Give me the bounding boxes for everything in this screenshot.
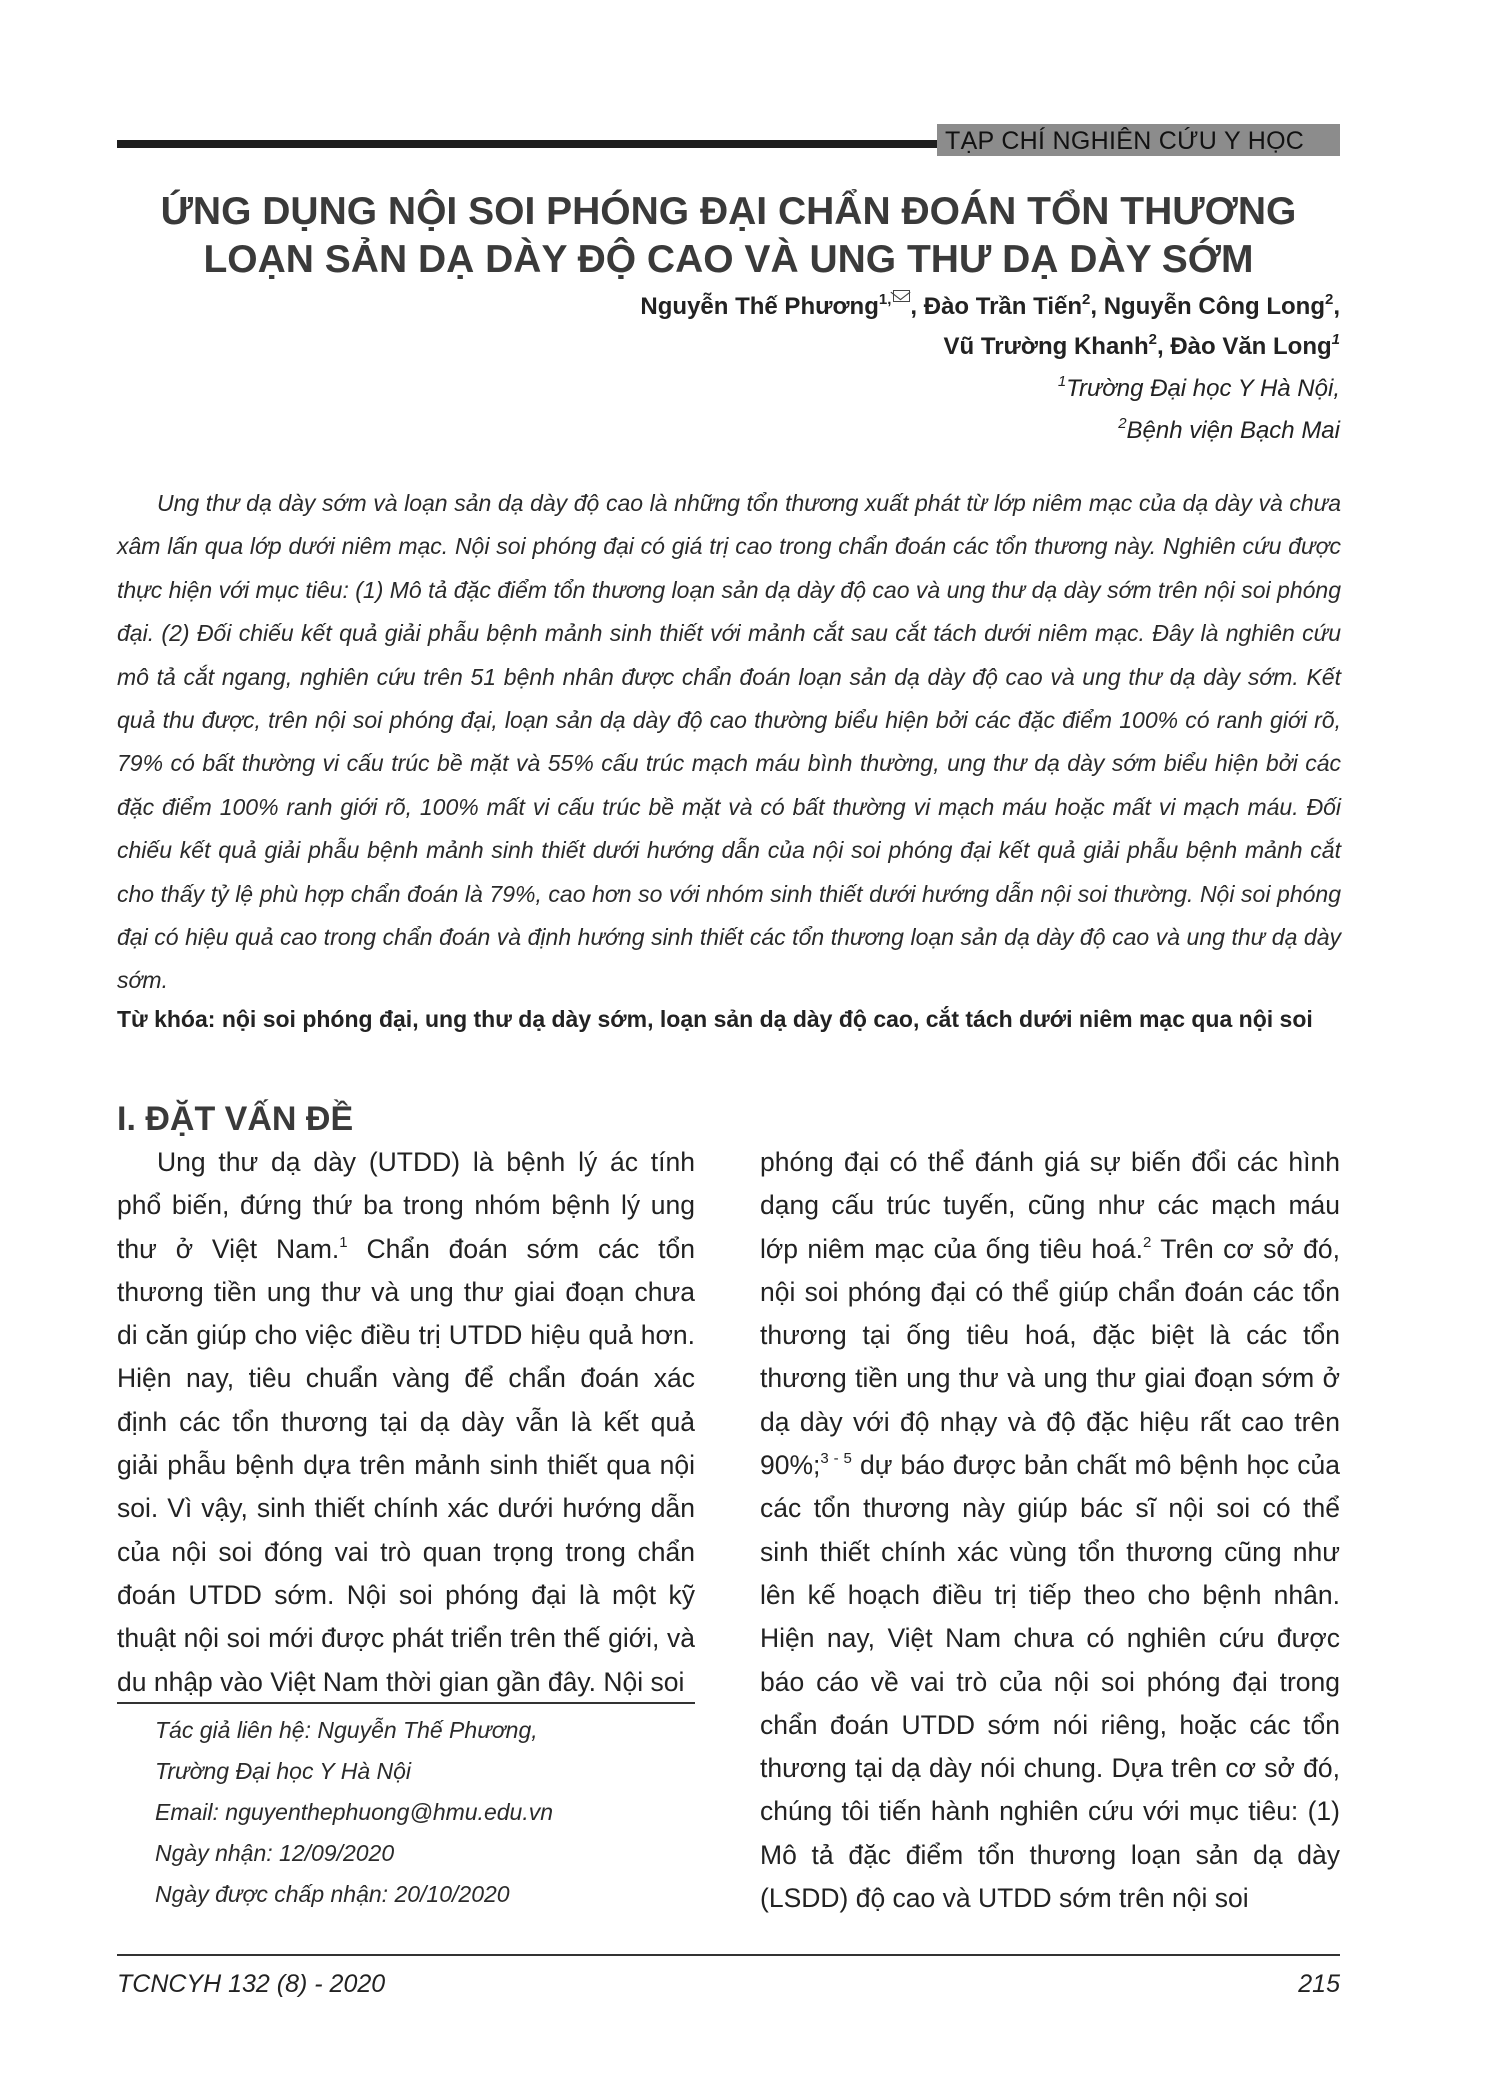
author-affiliation-marker: 2 (1148, 331, 1157, 348)
citation-marker: 3 - 5 (820, 1450, 852, 1468)
body-text: Trên cơ sở đó, nội soi phóng đại có thể giúp chẩn đoán các tổn thương tại ống tiêu hoá, đặc biệt là các tổn thương tiền ung thư và ung thư giai đoạn sớm ở dạ dày với độ nhạy và độ đặc hiệu rất cao trên 90%; (760, 1233, 1340, 1481)
author-affiliation-marker: 1, (878, 291, 892, 308)
author-separator: , (1090, 293, 1104, 320)
author-name: Nguyễn Thế Phương (640, 293, 879, 320)
article-title-line-2: LOẠN SẢN DẠ DÀY ĐỘ CAO VÀ UNG THƯ DẠ DÀY SỚM (203, 238, 1254, 281)
date-received: Ngày nhận: 12/09/2020 (155, 1840, 395, 1866)
article-title-line-1: ỨNG DỤNG NỘI SOI PHÓNG ĐẠI CHẨN ĐOÁN TỔN THƯƠNG (160, 190, 1297, 233)
journal-name: TẠP CHÍ NGHIÊN CỨU Y HỌC (945, 127, 1305, 155)
keywords: Từ khóa: nội soi phóng đại, ung thư dạ dày sớm, loạn sản dạ dày độ cao, cắt tách dưới niêm mạc qua nội soi (117, 1006, 1313, 1032)
body-text: Ung thư dạ dày (UTDD) là bệnh lý ác tính phổ biến, đứng thứ ba trong nhóm bệnh lý ung thư ở Việt Nam. (117, 1147, 695, 1264)
affiliation-marker: 2 (1118, 415, 1127, 432)
author-name: Nguyễn Công Long (1103, 293, 1325, 320)
affiliation-name: Trường Đại học Y Hà Nội, (1066, 375, 1340, 402)
author-affiliation-marker: 2 (1082, 291, 1091, 308)
author-separator: , (1156, 333, 1171, 360)
body-column-left (117, 1141, 695, 1704)
affiliation-2 (1118, 417, 1340, 445)
author-separator: , (1333, 293, 1340, 320)
affiliation-marker: 1 (1057, 373, 1067, 390)
corresponding-institution: Trường Đại học Y Hà Nội (155, 1758, 412, 1784)
abstract: Ung thư dạ dày sớm và loạn sản dạ dày độ cao là những tổn thương xuất phát từ lớp niêm mạc của dạ dày và chưa xâm lấn qua lớp dưới niêm mạc. Nội soi phóng đại có giá trị cao trong chẩn đoán các tổn thương này. Nghiên cứu được thực hiện với mục tiêu: (1) Mô tả đặc điểm tổn thương loạn sản dạ dày độ cao và ung thư dạ dày sớm trên nội soi phóng đại. (2) Đối chiếu kết quả giải phẫu bệnh mảnh sinh thiết với mảnh cắt sau cắt tách dưới niêm mạc. Đây là nghiên cứu mô tả cắt ngang, nghiên cứu trên 51 bệnh nhân được chẩn đoán loạn sản dạ dày độ cao và ung thư dạ dày sớm. Kết quả thu được, trên nội soi phóng đại, loạn sản dạ dày độ cao thường biểu hiện bởi các đặc điểm 100% có ranh giới rõ, 79% có bất thường vi cấu trúc bề mặt và 55% cấu trúc mạch máu bình thường, ung thư dạ dày sớm biểu hiện bởi các đặc điểm 100% ranh giới rõ, 100% mất vi cấu trúc bề mặt và có bất thường vi mạch máu hoặc mất vi mạch máu. Đối chiếu kết quả giải phẫu bệnh mảnh sinh thiết dưới hướng dẫn của nội soi phóng đại kết quả giải phẫu bệnh mảnh cắt cho thấy tỷ lệ phù hợp chẩn đoán là 79%, cao hơn so với nhóm sinh thiết dưới hướng dẫn nội soi thường. Nội soi phóng đại có hiệu quả cao trong chẩn đoán và định hướng sinh thiết các tổn thương loạn sản dạ dày độ cao và ung thư dạ dày sớm. (117, 490, 1341, 994)
date-accepted: Ngày được chấp nhận: 20/10/2020 (155, 1881, 510, 1907)
author-name: Đào Văn Long (1170, 333, 1332, 360)
header-rule (117, 140, 937, 148)
authors-line-1 (640, 290, 1340, 321)
footer-issue: TCNCYH 132 (8) - 2020 (117, 1970, 386, 1998)
authors-line-2 (944, 333, 1340, 361)
author-separator: , (910, 293, 924, 320)
corresponding-email: Email: nguyenthephuong@hmu.edu.vn (155, 1799, 554, 1825)
author-name: Vũ Trường Khanh (943, 333, 1149, 360)
author-affiliation-marker: 2 (1324, 291, 1334, 308)
citation-marker: 1 (339, 1233, 348, 1251)
affiliation-name: Bệnh viện Bạch Mai (1126, 417, 1340, 444)
citation-marker: 2 (1143, 1233, 1152, 1251)
body-text: Chẩn đoán sớm các tổn thương tiền ung thư và ung thư giai đoạn chưa di căn giúp cho việc điều trị UTDD hiệu quả hơn. Hiện nay, tiêu chuẩn vàng để chẩn đoán xác định các tổn thương tại dạ dày vẫn là kết quả giải phẫu bệnh dựa trên mảnh sinh thiết qua nội soi. Vì vậy, sinh thiết chính xác dưới hướng dẫn của nội soi đóng vai trò quan trọng trong chẩn đoán UTDD sớm. Nội soi phóng đại là một kỹ thuật nội soi mới được phát triển trên thế giới, và du nhập vào Việt Nam thời gian gần đây. Nội soi (117, 1233, 695, 1697)
affiliation-1 (1058, 375, 1340, 403)
page-number: 215 (1298, 1970, 1340, 1998)
corresponding-author: Tác giả liên hệ: Nguyễn Thế Phương, (155, 1717, 538, 1743)
correspondence-block (155, 1710, 695, 1915)
body-text: dự báo được bản chất mô bệnh học của các tổn thương này giúp bác sĩ nội soi có thể sinh thiết chính xác vùng tổn thương cũng như lên kế hoạch điều trị tiếp theo cho bệnh nhân. Hiện nay, Việt Nam chưa có nghiên cứu được báo cáo về vai trò của nội soi phóng đại trong chẩn đoán UTDD sớm nói riêng, hoặc các tổn thương tại dạ dày nói chung. Dựa trên cơ sở đó, chúng tôi tiến hành nghiên cứu với mục tiêu: (1) Mô tả đặc điểm tổn thương loạn sản dạ dày (LSDD) độ cao và UTDD sớm trên nội soi (760, 1450, 1340, 1914)
correspondence-rule (117, 1702, 695, 1704)
author-affiliation-marker: 1 (1331, 331, 1340, 348)
article-title (117, 188, 1340, 284)
mail-icon (893, 290, 910, 302)
body-text: phóng đại có thể đánh giá sự biến đổi các hình dạng cấu trúc tuyến, cũng như các mạch máu lớp niêm mạc của ống tiêu hoá. (760, 1147, 1340, 1264)
body-column-right (760, 1141, 1340, 1920)
section-heading: I. ĐẶT VẤN ĐỀ (117, 1100, 354, 1138)
footer-rule (117, 1954, 1340, 1956)
author-name: Đào Trần Tiến (923, 293, 1082, 320)
